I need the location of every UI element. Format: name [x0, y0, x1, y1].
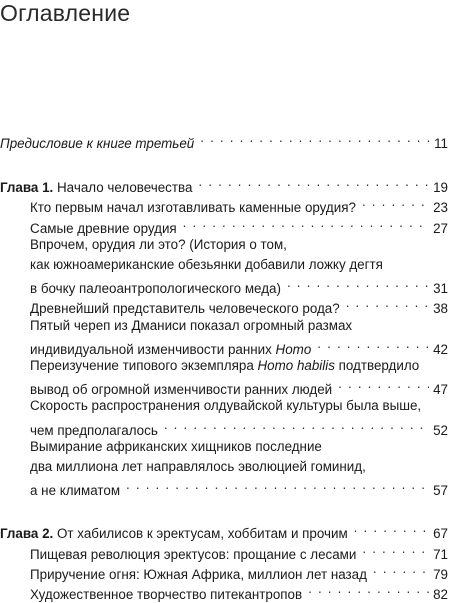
page-number: 57 [433, 483, 448, 498]
dot-leader [373, 563, 429, 579]
toc-entry[interactable] [30, 217, 448, 237]
entry-text-line: как южноамериканские обезьянки добавили ложку дегтя [30, 257, 383, 272]
page-number: 27 [433, 221, 448, 236]
entry-text: Предисловие к книге третьей [0, 136, 195, 151]
dot-leader [183, 217, 429, 233]
entry-text-italic: Homo habilis [257, 358, 335, 373]
entry-text-line: Впрочем, орудия ли это? (История о том, [30, 237, 287, 252]
page-number: 52 [433, 423, 448, 438]
toc-entry[interactable] [30, 338, 448, 358]
page-number: 23 [433, 200, 448, 215]
entry-text: Художественное творчество питекантропов [30, 587, 303, 602]
dot-leader [308, 583, 429, 599]
entry-text: Приручение огня: Южная Африка, миллион лет назад [30, 567, 367, 582]
toc-entry[interactable] [30, 196, 448, 216]
entry-text: вывод об огромной изменчивости ранних людей [30, 382, 333, 397]
entry-text: в бочку палеоантропологического меда) [30, 281, 281, 296]
entry-text-line: два миллиона лет направлялось эволюцией гоминид, [30, 459, 366, 474]
toc-entry[interactable] [30, 563, 448, 583]
toc-entry-preface[interactable] [0, 132, 448, 152]
page-number: 19 [433, 180, 448, 195]
toc-entry[interactable] [30, 297, 448, 317]
dot-leader [126, 479, 429, 495]
chapter-label: Глава 1. [0, 180, 54, 195]
entry-text: а не климатом [30, 483, 121, 498]
entry-text-line: Вымирание африканских хищников последние [30, 439, 322, 454]
toc-entry[interactable] [30, 419, 448, 439]
page-number: 79 [433, 567, 448, 582]
page-number: 11 [434, 136, 448, 151]
dot-leader [338, 378, 429, 394]
entry-text: Пищевая революция эректусов: прощание с лесами [30, 547, 357, 562]
chapter-title: Начало человечества [57, 180, 193, 195]
page-title: Оглавление [0, 0, 131, 26]
dot-leader [317, 338, 429, 354]
entry-text: Кто первым начал изготавливать каменные орудия? [30, 200, 356, 215]
toc-entry[interactable] [30, 543, 448, 563]
entry-text-line: Скорость распространения олдувайской культуры была выше, [30, 398, 422, 413]
toc-entry[interactable] [30, 479, 448, 499]
entry-text-line: Переизучение типового экземпляра Homo habilis подтвердило [30, 358, 420, 373]
toc-entry[interactable] [30, 583, 448, 603]
toc-entry[interactable] [30, 378, 448, 398]
chapter-title: От хабилисов к эректусам, хоббитам и прочим [57, 526, 348, 541]
page-number: 82 [433, 587, 448, 602]
entry-text: Самые древние орудия [30, 221, 177, 236]
dot-leader [346, 297, 429, 313]
page-number: 31 [433, 281, 448, 296]
toc-chapter-2[interactable] [0, 522, 448, 542]
entry-text: индивидуальной изменчивости ранних [30, 342, 276, 357]
toc-chapter-1[interactable] [0, 176, 448, 196]
page-number: 38 [433, 301, 448, 316]
toc-entry[interactable] [30, 277, 448, 297]
entry-text: чем предполагалось [30, 423, 158, 438]
page-number: 47 [433, 382, 448, 397]
dot-leader [164, 419, 429, 435]
entry-text: Древнейший представитель человеческого рода? [30, 301, 340, 316]
dot-leader [362, 196, 429, 212]
chapter-label: Глава 2. [0, 526, 54, 541]
page-number: 71 [433, 547, 448, 562]
page-number: 42 [433, 342, 448, 357]
entry-text-line: Пятый череп из Дманиси показал огромный размах [30, 318, 353, 333]
dot-leader [354, 522, 429, 538]
page-number: 67 [433, 526, 448, 541]
dot-leader [200, 132, 430, 148]
dot-leader [198, 176, 429, 192]
dot-leader [287, 277, 429, 293]
dot-leader [362, 543, 429, 559]
entry-text-italic: Homo [275, 342, 312, 357]
